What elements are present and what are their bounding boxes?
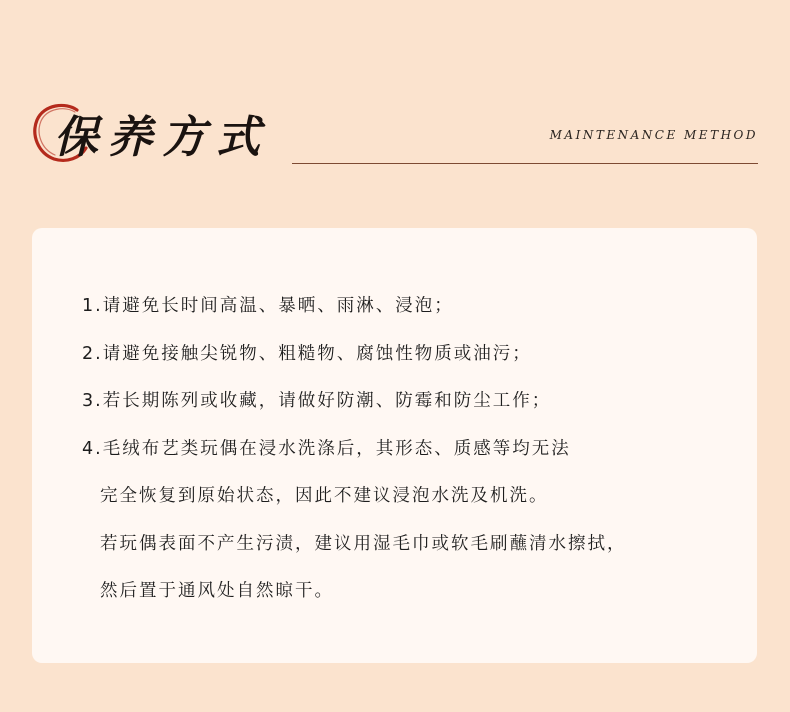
instruction-line: 3.若长期陈列或收藏，请做好防潮、防霉和防尘工作；	[82, 391, 552, 411]
instructions-card	[32, 228, 757, 663]
instruction-line: 完全恢复到原始状态，因此不建议浸泡水洗及机洗。	[100, 486, 549, 506]
instruction-line: 4.毛绒布艺类玩偶在浸水洗涤后，其形态、质感等均无法	[82, 438, 571, 459]
instruction-line: 1.请避免长时间高温、暴晒、雨淋、浸泡；	[82, 296, 454, 316]
page-subtitle: MAINTENANCE METHOD	[549, 128, 758, 142]
page-header	[0, 0, 790, 200]
instruction-line: 若玩偶表面不产生污渍，建议用湿毛巾或软毛刷蘸清水擦拭，	[100, 533, 627, 554]
page-title: 保养方式	[54, 112, 270, 163]
header-divider	[292, 163, 758, 164]
instruction-line: 2.请避免接触尖锐物、粗糙物、腐蚀性物质或油污；	[82, 343, 532, 364]
instruction-line: 然后置于通风处自然晾干。	[100, 581, 334, 601]
instructions-list	[82, 283, 742, 616]
